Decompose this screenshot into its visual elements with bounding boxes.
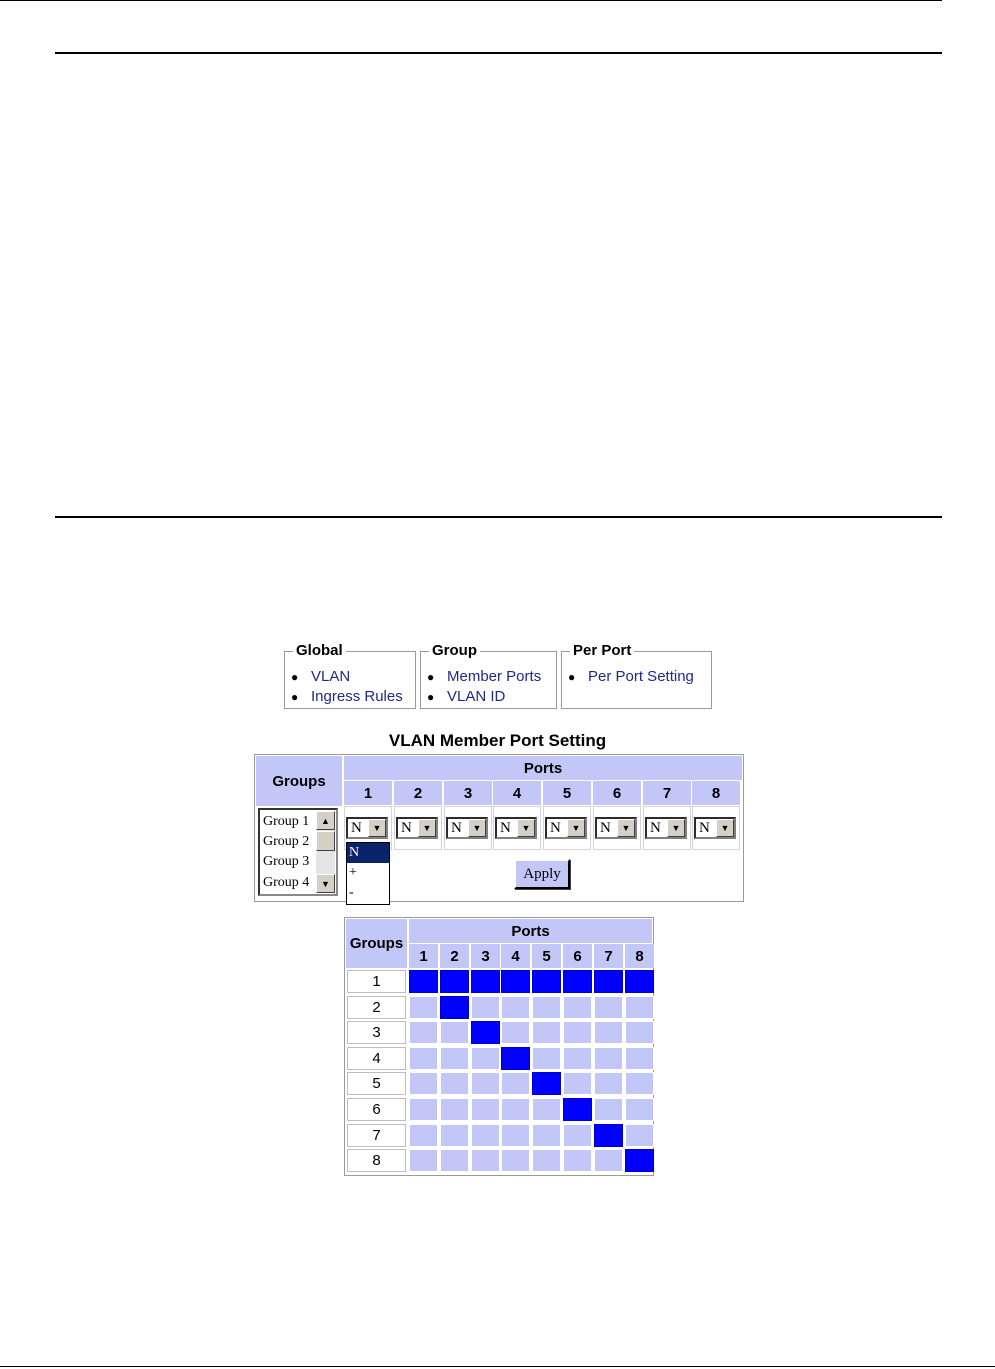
header-rule [55, 52, 942, 54]
select-value: N [401, 820, 412, 836]
per-port-legend: Per Port [570, 642, 634, 660]
port-number-header: 7 [643, 781, 691, 805]
non-member-cell [594, 1047, 623, 1070]
non-member-cell [440, 1149, 469, 1172]
matrix-port-header: 6 [563, 944, 592, 968]
member-cell [532, 970, 561, 993]
global-legend: Global [293, 642, 346, 660]
dropdown-arrow-icon[interactable]: ▼ [418, 819, 436, 837]
member-cell [501, 1047, 530, 1070]
select-value: N [699, 820, 710, 836]
non-member-cell [471, 1072, 500, 1095]
group-listbox[interactable] [258, 808, 338, 896]
member-cell [563, 970, 592, 993]
non-member-cell [594, 1149, 623, 1172]
section-rule [55, 516, 942, 518]
non-member-cell [471, 1098, 500, 1121]
nav-link-per-port-setting[interactable]: ● Per Port Setting [568, 668, 694, 685]
non-member-cell [440, 1072, 469, 1095]
member-cell [563, 1098, 592, 1121]
non-member-cell [532, 1149, 561, 1172]
page-title: VLAN Member Port Setting [388, 731, 607, 750]
port-5-select[interactable] [545, 817, 587, 839]
non-member-cell [594, 1021, 623, 1044]
matrix-group-label: 2 [347, 996, 406, 1019]
port-1-dropdown-list[interactable] [346, 842, 390, 905]
non-member-cell [409, 1124, 438, 1147]
group-option[interactable]: Group 1 [263, 814, 310, 829]
matrix-port-header: 5 [532, 944, 561, 968]
dropdown-option[interactable]: + [349, 865, 357, 880]
matrix-ports-header: Ports [409, 919, 652, 943]
matrix-group-label: 8 [347, 1149, 406, 1172]
non-member-cell [563, 1021, 592, 1044]
dropdown-arrow-icon[interactable]: ▼ [517, 819, 535, 837]
port-6-select[interactable] [595, 817, 637, 839]
group-legend: Group [429, 642, 480, 660]
non-member-cell [563, 1149, 592, 1172]
matrix-group-label: 5 [347, 1072, 406, 1095]
non-member-cell [501, 1072, 530, 1095]
member-cell [594, 970, 623, 993]
apply-button[interactable]: Apply [514, 859, 570, 889]
matrix-port-header: 4 [501, 944, 530, 968]
dropdown-arrow-icon[interactable]: ▼ [368, 819, 386, 837]
group-nav-box [420, 642, 557, 709]
member-cell [501, 970, 530, 993]
matrix-port-header: 8 [625, 944, 654, 968]
port-4-select[interactable] [495, 817, 537, 839]
non-member-cell [440, 1047, 469, 1070]
member-cell [471, 1021, 500, 1044]
non-member-cell [563, 1047, 592, 1070]
select-value: N [351, 820, 362, 836]
non-member-cell [409, 1021, 438, 1044]
select-value: N [550, 820, 561, 836]
matrix-port-header: 2 [440, 944, 469, 968]
scroll-thumb[interactable] [316, 831, 335, 851]
select-value: N [600, 820, 611, 836]
port-number-header: 8 [692, 781, 740, 805]
non-member-cell [409, 1047, 438, 1070]
dropdown-arrow-icon[interactable]: ▼ [667, 819, 685, 837]
member-cell [594, 1124, 623, 1147]
group-option[interactable]: Group 3 [263, 854, 310, 869]
select-value: N [451, 820, 462, 836]
non-member-cell [563, 996, 592, 1019]
select-value: N [500, 820, 511, 836]
port-number-header: 2 [394, 781, 442, 805]
matrix-group-label: 1 [347, 970, 406, 993]
dropdown-arrow-icon[interactable]: ▼ [617, 819, 635, 837]
global-nav-box [284, 642, 416, 709]
dropdown-arrow-icon[interactable]: ▼ [468, 819, 486, 837]
non-member-cell [409, 1098, 438, 1121]
non-member-cell [532, 1047, 561, 1070]
non-member-cell [625, 1124, 654, 1147]
matrix-group-label: 6 [347, 1098, 406, 1121]
port-number-header: 1 [344, 781, 392, 805]
matrix-group-label: 3 [347, 1021, 406, 1044]
member-cell [440, 970, 469, 993]
non-member-cell [532, 1098, 561, 1121]
non-member-cell [471, 1124, 500, 1147]
non-member-cell [501, 1149, 530, 1172]
listbox-scrollbar[interactable] [316, 811, 335, 893]
dropdown-arrow-icon[interactable]: ▼ [716, 819, 734, 837]
top-rule [0, 0, 942, 1]
non-member-cell [532, 996, 561, 1019]
group-option[interactable]: Group 4 [263, 875, 310, 890]
dropdown-arrow-icon[interactable]: ▼ [567, 819, 585, 837]
member-cell [409, 970, 438, 993]
bullet-icon: ● [291, 690, 299, 704]
non-member-cell [563, 1124, 592, 1147]
non-member-cell [501, 1021, 530, 1044]
port-number-header: 5 [543, 781, 591, 805]
matrix-port-header: 7 [594, 944, 623, 968]
matrix-group-label: 7 [347, 1124, 406, 1147]
bullet-icon: ● [291, 670, 299, 684]
port-number-header: 6 [593, 781, 641, 805]
non-member-cell [440, 1098, 469, 1121]
port-8-select[interactable] [694, 817, 736, 839]
non-member-cell [501, 1124, 530, 1147]
non-member-cell [625, 1072, 654, 1095]
ports-header: Ports [344, 756, 742, 780]
non-member-cell [409, 1072, 438, 1095]
bullet-icon: ● [568, 670, 576, 684]
non-member-cell [440, 1021, 469, 1044]
nav-link-member-ports[interactable]: ● Member Ports [427, 668, 542, 685]
non-member-cell [409, 996, 438, 1019]
port-3-select[interactable] [446, 817, 488, 839]
member-cell [471, 970, 500, 993]
scroll-down-icon[interactable]: ▼ [316, 874, 335, 893]
non-member-cell [594, 996, 623, 1019]
scroll-up-icon[interactable]: ▲ [316, 811, 335, 830]
non-member-cell [471, 1149, 500, 1172]
port-number-header: 4 [493, 781, 541, 805]
non-member-cell [471, 1047, 500, 1070]
nav-link-ingress-rules[interactable]: ● Ingress Rules [291, 688, 403, 705]
non-member-cell [625, 1021, 654, 1044]
non-member-cell [532, 1124, 561, 1147]
dropdown-option[interactable]: - [349, 885, 354, 900]
matrix-port-header: 1 [409, 944, 438, 968]
non-member-cell [594, 1098, 623, 1121]
groups-header: Groups [256, 756, 342, 806]
bottom-rule [0, 1366, 995, 1367]
bullet-icon: ● [427, 670, 435, 684]
select-value: N [650, 820, 661, 836]
non-member-cell [563, 1072, 592, 1095]
matrix-groups-header: Groups [346, 919, 407, 968]
bullet-icon: ● [427, 690, 435, 704]
matrix-group-label: 4 [347, 1047, 406, 1070]
port-2-select[interactable] [396, 817, 438, 839]
non-member-cell [440, 1124, 469, 1147]
non-member-cell [471, 996, 500, 1019]
member-cell [625, 970, 654, 993]
non-member-cell [594, 1072, 623, 1095]
group-option[interactable]: Group 2 [263, 834, 310, 849]
non-member-cell [625, 996, 654, 1019]
port-7-select[interactable] [645, 817, 687, 839]
non-member-cell [532, 1021, 561, 1044]
non-member-cell [409, 1149, 438, 1172]
nav-link-vlan[interactable]: ● VLAN [291, 668, 351, 685]
member-cell [532, 1072, 561, 1095]
matrix-port-header: 3 [471, 944, 500, 968]
member-cell [440, 996, 469, 1019]
non-member-cell [501, 996, 530, 1019]
port-number-header: 3 [444, 781, 492, 805]
non-member-cell [625, 1047, 654, 1070]
port-1-select[interactable] [346, 817, 388, 839]
member-cell [625, 1149, 654, 1172]
non-member-cell [501, 1098, 530, 1121]
non-member-cell [625, 1098, 654, 1121]
per-port-nav-box [561, 642, 712, 709]
nav-link-vlan-id[interactable]: ● VLAN ID [427, 688, 506, 705]
dropdown-option[interactable]: N [347, 843, 389, 863]
